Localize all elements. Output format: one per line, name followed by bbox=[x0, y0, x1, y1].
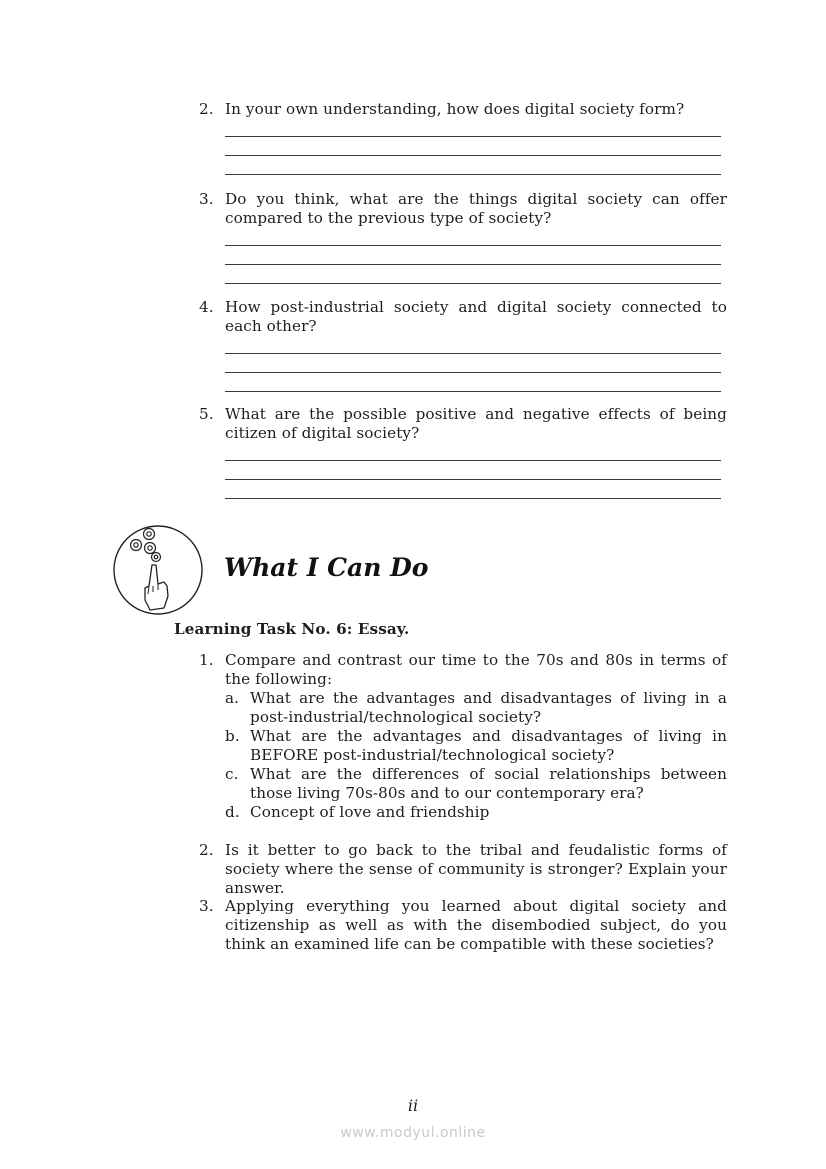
task-label: Learning Task No. 6: Essay. bbox=[174, 620, 410, 638]
subitem-text: What are the differences of social relationships between those living 70s-80s and to our contemporary era? bbox=[250, 765, 727, 802]
answer-line[interactable] bbox=[225, 246, 721, 265]
question-text: What are the possible positive and negative effects of being citizen of digital society? bbox=[225, 405, 727, 442]
answer-line[interactable] bbox=[225, 231, 721, 246]
answer-lines[interactable] bbox=[225, 231, 721, 284]
question-number: 2. bbox=[199, 100, 214, 118]
answer-line[interactable] bbox=[225, 265, 721, 284]
answer-line[interactable] bbox=[225, 461, 721, 480]
question-5 bbox=[199, 405, 727, 499]
answer-line[interactable] bbox=[225, 137, 721, 156]
essay-item-1 bbox=[199, 651, 727, 822]
question-2 bbox=[199, 100, 727, 175]
essay-text: Is it better to go back to the tribal and feudalistic forms of society where the sense of community is stronger? Explain your answer. bbox=[225, 841, 727, 897]
question-text: How post-industrial society and digital society connected to each other? bbox=[225, 298, 727, 335]
essay-number: 2. bbox=[199, 841, 214, 859]
question-number: 5. bbox=[199, 405, 214, 423]
section-title: What I Can Do bbox=[224, 553, 429, 582]
answer-line[interactable] bbox=[225, 339, 721, 354]
question-number: 4. bbox=[199, 298, 214, 316]
essay-item-3 bbox=[199, 897, 727, 954]
subitem-text: What are the advantages and disadvantages of living in a post-industrial/technological society? bbox=[250, 689, 727, 726]
question-4 bbox=[199, 298, 727, 392]
answer-line[interactable] bbox=[225, 480, 721, 499]
answer-line[interactable] bbox=[225, 122, 721, 137]
answer-lines[interactable] bbox=[225, 339, 721, 392]
essay-text: Applying everything you learned about digital society and citizenship as well as with the disembodied subject, do you think an examined life can be compatible with these societies? bbox=[225, 897, 727, 953]
essay-number: 3. bbox=[199, 897, 214, 915]
subitem-letter: d. bbox=[225, 803, 240, 821]
essay-number: 1. bbox=[199, 651, 214, 669]
essay-item-2 bbox=[199, 841, 727, 898]
essay-subitem-c bbox=[225, 765, 727, 803]
subitem-text: Concept of love and friendship bbox=[250, 803, 490, 821]
question-text: Do you think, what are the things digital society can offer compared to the previous type of society? bbox=[225, 190, 727, 227]
answer-line[interactable] bbox=[225, 446, 721, 461]
answer-line[interactable] bbox=[225, 354, 721, 373]
page-number: ii bbox=[407, 1096, 419, 1115]
essay-subitem-b bbox=[225, 727, 727, 765]
question-3 bbox=[199, 190, 727, 284]
subitem-letter: c. bbox=[225, 765, 239, 783]
subitem-letter: a. bbox=[225, 689, 240, 707]
essay-text: Compare and contrast our time to the 70s and 80s in terms of the following: bbox=[225, 651, 727, 688]
hand-with-gears-icon bbox=[112, 524, 204, 616]
answer-lines[interactable] bbox=[225, 446, 721, 499]
subitem-text: What are the advantages and disadvantages of living in BEFORE post-industrial/technological society? bbox=[250, 727, 727, 764]
watermark: www.modyul.online bbox=[340, 1125, 486, 1141]
essay-subitem-d bbox=[225, 803, 727, 822]
question-number: 3. bbox=[199, 190, 214, 208]
answer-line[interactable] bbox=[225, 156, 721, 175]
answer-lines[interactable] bbox=[225, 122, 721, 175]
subitem-letter: b. bbox=[225, 727, 240, 745]
answer-line[interactable] bbox=[225, 373, 721, 392]
essay-subitem-a bbox=[225, 689, 727, 727]
question-text: In your own understanding, how does digital society form? bbox=[225, 100, 685, 118]
